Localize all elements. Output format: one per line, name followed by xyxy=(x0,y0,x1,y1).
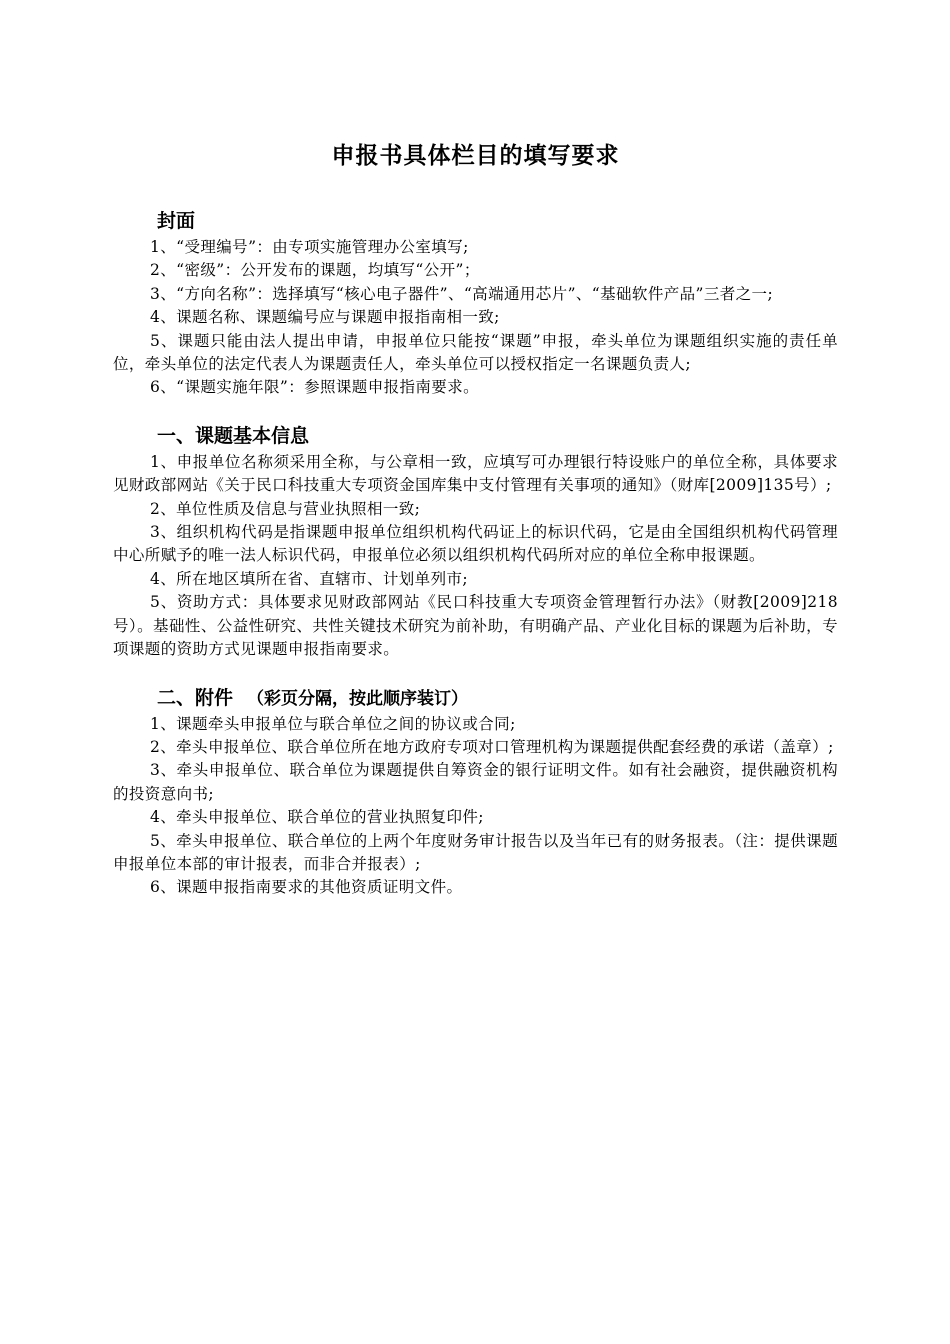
section-heading xyxy=(113,683,838,713)
list-item: 2、单位性质及信息与营业执照相一致; xyxy=(150,499,421,518)
list-item: 2、牵头申报单位、联合单位所在地方政府专项对口管理机构为课题提供配套经费的承诺（盖章）; xyxy=(150,737,834,756)
section-basic-info xyxy=(113,421,838,662)
list-item: 1、“受理编号”：由专项实施管理办公室填写; xyxy=(150,238,469,256)
list-item: 5、资助方式：具体要求见财政部网站《民口科技重大专项资金管理暂行办法》（财教[2009]218号）。基础性、公益性研究、共性关键技术研究为前补助，有明确产品、产业化目标的课题为后补助，专项课题的资助方式见课题申报指南要求。 xyxy=(113,593,838,659)
section-heading-text: 封面 xyxy=(157,210,196,232)
list-item: 3、“方向名称”：选择填写“核心电子器件”、“高端通用芯片”、“基础软件产品”三者之一; xyxy=(150,284,774,303)
list-item: 6、“课题实施年限”：参照课题申报指南要求。 xyxy=(150,378,480,397)
list-item: 3、组织机构代码是指课题申报单位组织机构代码证上的标识代码，它是由全国组织机构代码管理中心所赋予的唯一法人标识代码，申报单位必须以组织机构代码所对应的单位全称申报课题。 xyxy=(113,523,838,565)
list-item: 4、牵头申报单位、联合单位的营业执照复印件; xyxy=(150,808,484,827)
list-item: 5、课题只能由法人提出申请，申报单位只能按“课题”申报，牵头单位为课题组织实施的责任单位，牵头单位的法定代表人为课题责任人，牵头单位可以授权指定一名课题负责人; xyxy=(113,331,838,374)
list-item: 4、课题名称、课题编号应与课题申报指南相一致; xyxy=(150,308,500,327)
document-page xyxy=(113,138,838,900)
section-heading-text: 一、课题基本信息 xyxy=(157,424,310,447)
section-heading xyxy=(113,206,838,236)
section-heading-note: （彩页分隔，按此顺序装订） xyxy=(247,688,469,709)
section-heading-text: 二、附件 xyxy=(157,686,234,709)
document-title: 申报书具体栏目的填写要求 xyxy=(331,143,620,169)
list-item: 4、所在地区填所在省、直辖市、计划单列市; xyxy=(150,569,468,588)
list-item: 2、“密级”：公开发布的课题，均填写“公开”； xyxy=(150,261,480,280)
section-cover xyxy=(113,206,838,400)
section-heading xyxy=(113,421,838,451)
list-item: 1、申报单位名称须采用全称，与公章相一致，应填写可办理银行特设账户的单位全称，具体要求见财政部网站《关于民口科技重大专项资金国库集中支付管理有关事项的通知》（财库[2009]135号）; xyxy=(113,452,838,495)
list-item: 3、牵头申报单位、联合单位为课题提供自筹资金的银行证明文件。如有社会融资，提供融资机构的投资意向书; xyxy=(113,761,838,803)
list-item: 6、课题申报指南要求的其他资质证明文件。 xyxy=(150,878,463,897)
list-item: 1、课题牵头申报单位与联合单位之间的协议或合同; xyxy=(150,714,516,733)
list-item: 5、牵头申报单位、联合单位的上两个年度财务审计报告以及当年已有的财务报表。（注：提供课题申报单位本部的审计报表，而非合并报表）; xyxy=(113,831,838,873)
section-attachments xyxy=(113,683,838,900)
